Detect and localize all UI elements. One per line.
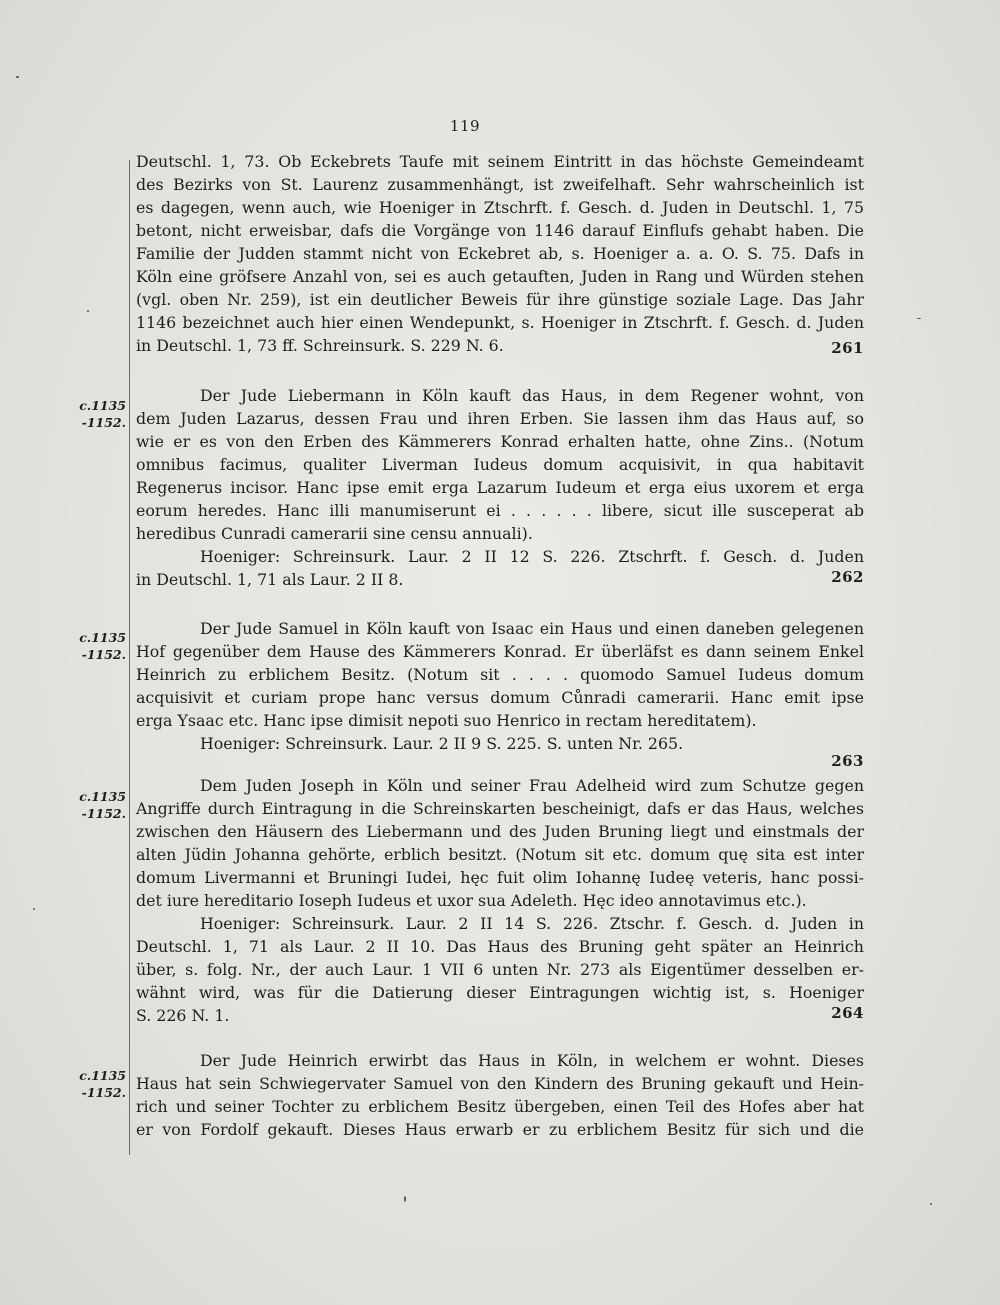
text-line: acquisivit et curiam prope hanc versus domum Cůnradi camerarii. Hanc emit ipse <box>136 688 864 707</box>
text-line: Deutschl. 1, 71 als Laur. 2 II 10. Das Haus des Bruning geht später an Heinrich <box>136 937 864 956</box>
document-number: 261 <box>831 339 864 357</box>
date-note: c.1135 -1152. <box>79 398 126 430</box>
entry-text-262 <box>136 617 864 755</box>
text-line: alten Jüdin Johanna gehörte, erblich besitzt. (Notum sit etc. domum quę sita est inter <box>136 845 864 864</box>
text-line: Regenerus incisor. Hanc ipse emit erga Lazarum Iudeum et erga eius uxorem et erga <box>136 478 864 497</box>
margin-rule <box>129 160 130 1155</box>
text-line: er von Fordolf gekauft. Dieses Haus erwarb er zu erblichem Besitz für sich und die <box>136 1120 864 1139</box>
entry-text-263 <box>136 774 864 1027</box>
text-line: Der Jude Samuel in Köln kauft von Isaac ein Haus und einen daneben gelegenen <box>200 619 864 638</box>
document-number: 262 <box>831 568 864 586</box>
text-line: Familie der Judden stammt nicht von Eckebret ab, s. Hoeniger a. a. O. S. 75. Dafs in <box>136 244 864 263</box>
entry-text-261 <box>136 384 864 591</box>
text-line: Der Jude Liebermann in Köln kauft das Haus, in dem Regener wohnt, von <box>200 386 864 405</box>
date-note: c.1135 -1152. <box>79 789 126 821</box>
text-line: Hoeniger: Schreinsurk. Laur. 2 II 9 S. 225. S. unten Nr. 265. <box>200 734 684 753</box>
text-line: des Bezirks von St. Laurenz zusammenhängt, ist zweifelhaft. Sehr wahrscheinlich ist <box>136 175 864 194</box>
text-line: Haus hat sein Schwiegervater Samuel von den Kindern des Bruning gekauft und Hein- <box>136 1074 864 1093</box>
text-line: 1146 bezeichnet auch hier einen Wendepunkt, s. Hoeniger in Ztschrft. f. Gesch. d. Juden <box>136 313 864 332</box>
text-block-continuation <box>136 150 864 357</box>
entry-text-265 <box>136 1049 864 1141</box>
text-line: Köln eine gröfsere Anzahl von, sei es auch getauften, Juden in Rang und Würden stehen <box>136 267 864 286</box>
text-line: in Deutschl. 1, 71 als Laur. 2 II 8. <box>136 570 404 589</box>
scan-speck <box>16 76 19 78</box>
page-number: 119 <box>449 117 481 135</box>
text-line: erga Ysaac etc. Hanc ipse dimisit nepoti suo Henrico in rectam hereditatem). <box>136 711 757 730</box>
date-note: c.1135 -1152. <box>79 630 126 662</box>
text-line: Hoeniger: Schreinsurk. Laur. 2 II 14 S. 226. Ztschr. f. Gesch. d. Juden in <box>200 914 864 933</box>
text-line: Der Jude Heinrich erwirbt das Haus in Köln, in welchem er wohnt. Dieses <box>200 1051 864 1070</box>
text-line: Hoeniger: Schreinsurk. Laur. 2 II 12 S. 226. Ztschrft. f. Gesch. d. Juden <box>200 547 864 566</box>
text-line: (vgl. oben Nr. 259), ist ein deutlicher Beweis für ihre günstige soziale Lage. Das Jahr <box>136 290 864 309</box>
document-number: 263 <box>831 752 864 770</box>
text-line: Dem Juden Joseph in Köln und seiner Frau Adelheid wird zum Schutze gegen <box>200 776 864 795</box>
scan-speck <box>87 310 89 312</box>
text-line: zwischen den Häusern des Liebermann und des Juden Bruning liegt und einstmals der <box>136 822 864 841</box>
text-line: in Deutschl. 1, 73 ff. Schreinsurk. S. 229 N. 6. <box>136 336 504 355</box>
scan-speck <box>917 318 921 319</box>
text-line: domum Livermanni et Bruningi Iudei, hęc fuit olim Iohannę Iudeę veteris, hanc possi- <box>136 868 864 887</box>
text-line: heredibus Cunradi camerarii sine censu annuali). <box>136 524 533 543</box>
scan-speck <box>404 1196 406 1202</box>
document-number: 264 <box>831 1004 864 1022</box>
text-line: es dagegen, wenn auch, wie Hoeniger in Ztschrft. f. Gesch. d. Juden in Deutschl. 1, 75 <box>136 198 864 217</box>
text-line: Heinrich zu erblichem Besitz. (Notum sit . . . . quomodo Samuel Iudeus domum <box>136 665 864 684</box>
text-line: Deutschl. 1, 73. Ob Eckebrets Taufe mit seinem Eintritt in das höchste Gemeindeamt <box>136 152 864 171</box>
text-line: eorum heredes. Hanc illi manumiserunt ei . . . . . . libere, sicut ille susceperat ab <box>136 501 864 520</box>
text-line: rich und seiner Tochter zu erblichem Besitz übergeben, einen Teil des Hofes aber hat <box>136 1097 864 1116</box>
text-line: dem Juden Lazarus, dessen Frau und ihren Erben. Sie lassen ihm das Haus auf, so <box>136 409 864 428</box>
text-line: omnibus facimus, qualiter Liverman Iudeus domum acquisivit, in qua habitavit <box>136 455 864 474</box>
text-line: wähnt wird, was für die Datierung dieser Eintragungen wichtig ist, s. Hoeniger <box>136 983 864 1002</box>
text-line: wie er es von den Erben des Kämmerers Konrad erhalten hatte, ohne Zins.. (Notum <box>136 432 864 451</box>
text-line: det iure hereditario Ioseph Iudeus et uxor sua Adeleth. Hęc ideo annotavimus etc.). <box>136 891 807 910</box>
text-line: Hof gegenüber dem Hause des Kämmerers Konrad. Er überläfst es dann seinem Enkel <box>136 642 864 661</box>
text-line: S. 226 N. 1. <box>136 1006 230 1025</box>
scan-speck <box>930 1203 932 1205</box>
date-note: c.1135 -1152. <box>79 1068 126 1100</box>
text-line: über, s. folg. Nr., der auch Laur. 1 VII 6 unten Nr. 273 als Eigentümer desselben er- <box>136 960 864 979</box>
scan-speck <box>33 908 35 910</box>
text-line: Angriffe durch Eintragung in die Schreinskarten bescheinigt, dafs er das Haus, welches <box>136 799 864 818</box>
text-line: betont, nicht erweisbar, dafs die Vorgänge von 1146 darauf Einflufs gehabt haben. Die <box>136 221 864 240</box>
